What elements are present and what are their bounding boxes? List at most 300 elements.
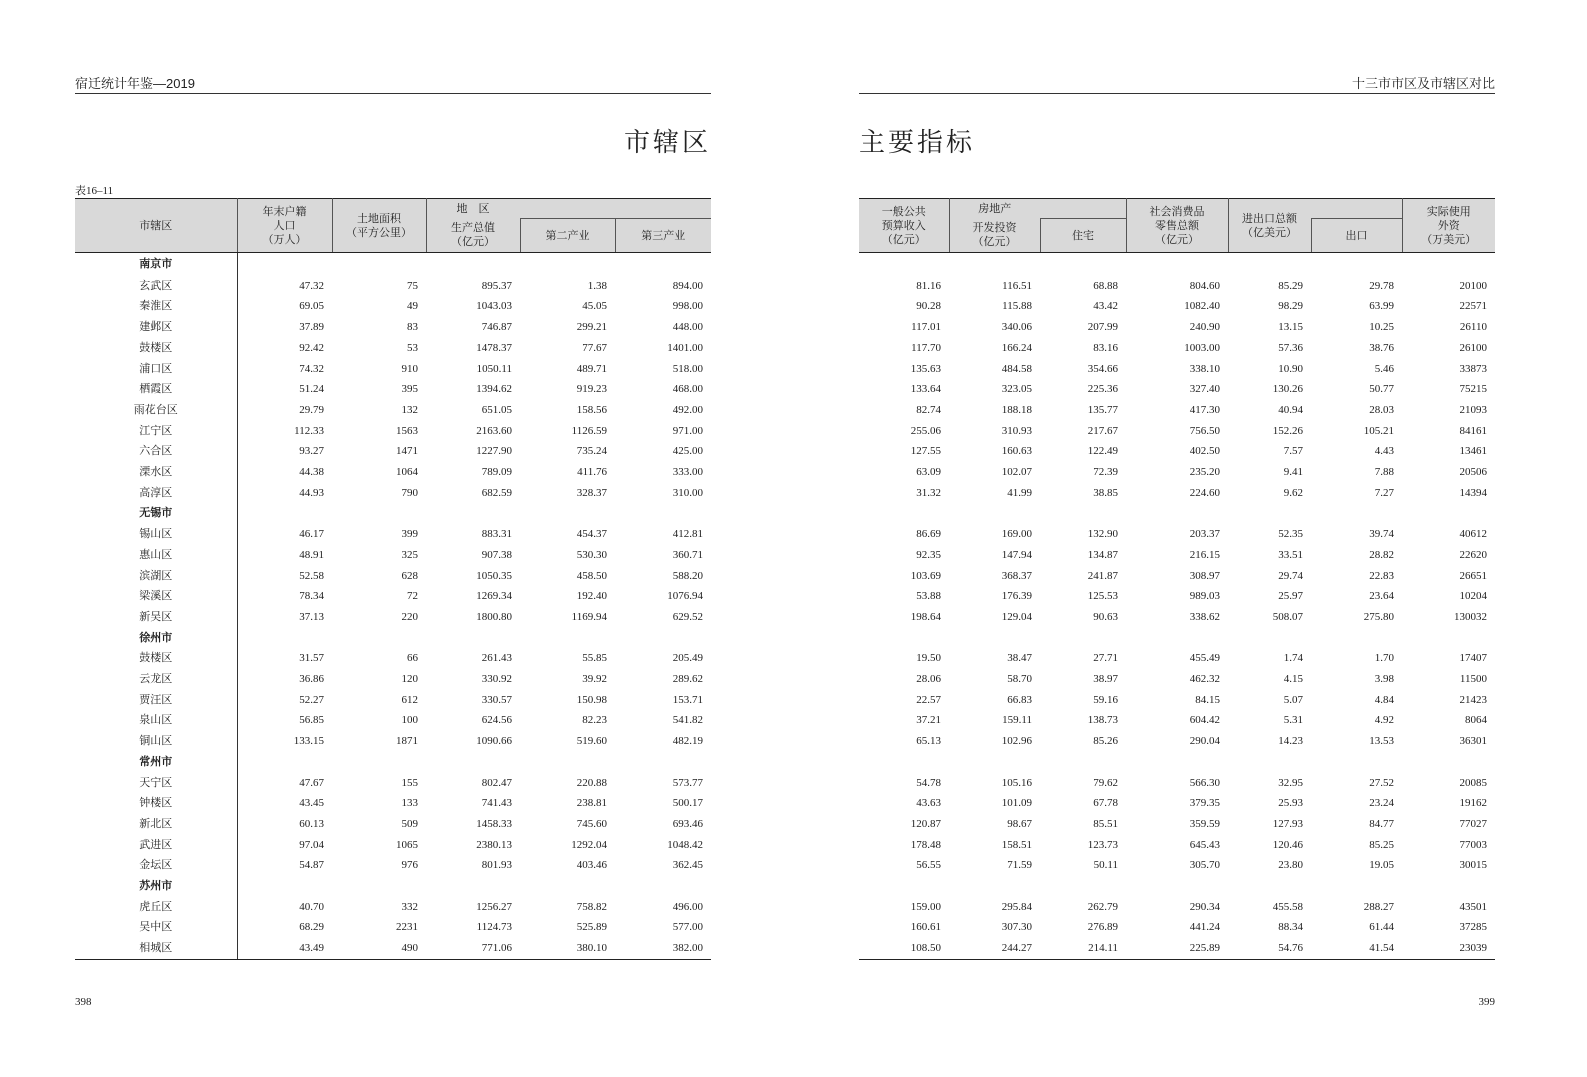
cell: 19.05 [1369,859,1394,872]
cell: 368.37 [1001,569,1032,582]
cell: 169.00 [1001,528,1032,541]
cell: 44.38 [299,466,324,479]
cell: 82.74 [916,403,941,416]
city-row [859,876,1495,897]
table-row [859,276,1495,297]
table-row [75,793,711,814]
cell: 359.59 [1189,817,1220,830]
cell: 541.82 [672,714,703,727]
cell: 68.29 [299,921,324,934]
table-row [75,524,711,545]
cell: 56.85 [299,714,324,727]
table-row [75,566,711,587]
district-name: 云龙区 [75,669,237,690]
cell: 57.36 [1278,341,1303,354]
cell: 340.06 [1001,321,1032,334]
left-page [75,0,711,1077]
table-row [859,400,1495,421]
cell [1311,876,1402,897]
cell: 53 [407,341,418,354]
city-row [859,752,1495,773]
table-row [75,545,711,566]
cell [1228,628,1311,649]
city-row [75,253,711,276]
col-gdp-group: 地 区 [426,199,520,219]
cell: 1800.80 [476,610,512,623]
city-row [859,253,1495,276]
cell: 54.76 [1228,938,1311,959]
table-row [859,690,1495,711]
cell: 328.37 [576,486,607,499]
district-name: 吴中区 [75,917,237,938]
cell: 1003.00 [1184,341,1220,354]
cell: 411.76 [577,466,607,479]
cell: 295.84 [1001,900,1032,913]
cell: 217.67 [1087,424,1118,437]
cell [1402,752,1495,773]
cell: 50.77 [1369,383,1394,396]
cell: 323.05 [1001,383,1032,396]
cell [615,628,711,649]
table-row [75,917,711,938]
cell: 53.88 [916,590,941,603]
col-fdi: 实际使用 外资 （万美元） [1402,199,1495,253]
table-row [75,773,711,794]
cell [237,876,332,897]
cell: 37285 [1459,921,1487,934]
cell: 1082.40 [1184,300,1220,313]
cell: 8064 [1465,714,1487,727]
cell: 454.37 [576,528,607,541]
cell: 84.15 [1195,693,1220,706]
cell: 225.89 [1126,938,1228,959]
cell: 525.89 [576,921,607,934]
cell: 60.13 [299,817,324,830]
cell: 65.13 [916,735,941,748]
cell: 38.76 [1369,341,1394,354]
cell: 14.23 [1278,735,1303,748]
cell: 115.88 [1002,300,1032,313]
cell [859,876,949,897]
cell: 1.74 [1283,652,1303,665]
cell: 46.17 [299,528,324,541]
cell: 97.04 [299,838,324,851]
cell: 43.63 [916,797,941,810]
cell: 25.97 [1278,590,1303,603]
cell: 354.66 [1087,362,1118,375]
table-number: 表16–11 [75,185,114,197]
cell: 29.74 [1278,569,1303,582]
cell: 56.55 [916,859,941,872]
cell [426,503,520,524]
district-name: 金坛区 [75,855,237,876]
table-row [75,379,711,400]
cell: 48.91 [299,548,324,561]
cell: 203.37 [1189,528,1220,541]
cell: 100 [401,714,418,727]
cell [1228,503,1311,524]
cell: 275.80 [1363,610,1394,623]
table-row [75,897,711,918]
cell: 745.60 [576,817,607,830]
col-area: 土地面积 （平方公里） [332,199,426,253]
cell: 54.87 [299,859,324,872]
table-row [859,524,1495,545]
cell: 448.00 [672,321,703,334]
cell: 77003 [1459,838,1487,851]
cell: 1227.90 [476,445,512,458]
cell [1311,503,1402,524]
cell: 804.60 [1189,279,1220,292]
cell: 52.27 [299,693,324,706]
cell: 382.00 [615,938,711,959]
table-row [859,793,1495,814]
table-row [75,814,711,835]
cell [1126,752,1228,773]
cell [332,628,426,649]
cell: 462.32 [1189,673,1220,686]
right-page [859,0,1495,1077]
cell [859,503,949,524]
cell [332,253,426,276]
cell: 1124.73 [476,921,512,934]
cell: 756.50 [1189,424,1220,437]
cell [1126,628,1228,649]
cell: 47.67 [299,776,324,789]
cell: 52.35 [1278,528,1303,541]
book-title: 宿迁统计年鉴—2019 [75,76,195,91]
cell: 30015 [1459,859,1487,872]
cell: 790 [401,486,418,499]
cell: 125.53 [1087,590,1118,603]
cell: 10.25 [1369,321,1394,334]
cell: 1169.94 [571,610,607,623]
cell: 47.32 [299,279,324,292]
cell: 40.94 [1278,403,1303,416]
cell: 307.30 [1001,921,1032,934]
cell [1040,876,1126,897]
cell: 262.79 [1087,900,1118,913]
district-name: 秦淮区 [75,296,237,317]
cell: 216.15 [1189,548,1220,561]
city-name: 无锡市 [75,503,237,524]
district-name: 惠山区 [75,545,237,566]
cell: 85.26 [1093,735,1118,748]
cell: 14394 [1459,486,1487,499]
table-row [859,897,1495,918]
cell: 123.73 [1087,838,1118,851]
cell: 28.06 [916,673,941,686]
cell [1228,752,1311,773]
cell: 132.90 [1087,528,1118,541]
cell [859,253,949,276]
cell: 158.51 [1001,838,1032,851]
cell: 9.41 [1283,466,1303,479]
district-name: 相城区 [75,938,237,959]
cell: 58.70 [1007,673,1032,686]
cell: 22.83 [1369,569,1394,582]
cell: 120 [401,673,418,686]
cell: 7.88 [1374,466,1394,479]
cell: 79.62 [1093,776,1118,789]
cell: 71.59 [1007,859,1032,872]
cell: 455.58 [1272,900,1303,913]
cell: 63.99 [1369,300,1394,313]
cell: 13461 [1459,445,1487,458]
col-realestate: 开发投资 （亿元） [949,219,1040,253]
cell: 98.29 [1278,300,1303,313]
cell: 122.49 [1087,445,1118,458]
cell [615,253,711,276]
cell: 155 [401,776,418,789]
col-tertiary: 第三产业 [615,219,711,253]
cell: 2163.60 [476,424,512,437]
cell: 82.23 [582,714,607,727]
cell: 92.42 [299,341,324,354]
city-name: 常州市 [75,752,237,773]
cell: 29.79 [299,403,324,416]
cell: 325 [401,548,418,561]
page-title-right: 主要指标 [859,128,976,157]
cell: 117.01 [911,321,941,334]
cell: 31.32 [916,486,941,499]
cell: 2231 [396,921,418,934]
cell [949,628,1040,649]
cell: 55.85 [582,652,607,665]
cell [237,503,332,524]
cell [1126,876,1228,897]
cell: 85.51 [1093,817,1118,830]
cell: 72.39 [1093,466,1118,479]
cell [949,876,1040,897]
district-name: 滨湖区 [75,566,237,587]
cell: 468.00 [672,383,703,396]
cell: 588.20 [672,569,703,582]
cell: 26651 [1459,569,1487,582]
cell: 38.85 [1093,486,1118,499]
cell: 160.63 [1001,445,1032,458]
cell: 1478.37 [476,341,512,354]
cell: 651.05 [481,403,512,416]
table-row [75,835,711,856]
cell: 1064 [396,466,418,479]
cell: 3.98 [1374,673,1394,686]
cell: 1269.34 [476,590,512,603]
cell: 458.50 [576,569,607,582]
cell: 52.58 [299,569,324,582]
cell: 17407 [1459,652,1487,665]
col-secondary: 第二产业 [520,219,615,253]
cell: 240.90 [1189,321,1220,334]
cell: 7.27 [1374,486,1394,499]
cell: 225.36 [1087,383,1118,396]
cell: 85.25 [1369,838,1394,851]
cell [1402,628,1495,649]
cell [426,752,520,773]
cell: 105.16 [1001,776,1032,789]
table-row [75,731,711,752]
cell [426,628,520,649]
cell: 530.30 [576,548,607,561]
cell: 403.46 [576,859,607,872]
cell: 628 [401,569,418,582]
table-row [859,586,1495,607]
cell: 21423 [1459,693,1487,706]
cell: 20100 [1459,279,1487,292]
cell: 147.94 [1001,548,1032,561]
cell: 566.30 [1189,776,1220,789]
col-realestate-group: 房地产 [949,199,1040,219]
cell: 40.70 [299,900,324,913]
cell: 75215 [1459,383,1487,396]
cell: 19.50 [916,652,941,665]
table-row [75,359,711,380]
cell [1402,503,1495,524]
cell [520,628,615,649]
cell: 4.84 [1374,693,1394,706]
cell: 117.70 [911,341,941,354]
cell: 976 [401,859,418,872]
cell: 379.35 [1189,797,1220,810]
cell: 130.26 [1272,383,1303,396]
cell: 26100 [1459,341,1487,354]
district-name: 钟楼区 [75,793,237,814]
cell: 28.03 [1369,403,1394,416]
table-row [859,669,1495,690]
cell: 23.24 [1369,797,1394,810]
cell: 1401.00 [667,341,703,354]
cell: 188.18 [1001,403,1032,416]
cell: 23039 [1402,938,1495,959]
table-row [859,607,1495,628]
cell: 1871 [396,735,418,748]
cell: 92.35 [916,548,941,561]
cell: 425.00 [672,445,703,458]
table-row [75,317,711,338]
running-header-left [75,77,711,94]
table-row [859,296,1495,317]
cell: 49 [407,300,418,313]
cell: 50.11 [1093,859,1118,872]
cell: 120.46 [1272,838,1303,851]
cell: 290.34 [1189,900,1220,913]
cell: 496.00 [672,900,703,913]
cell: 244.27 [949,938,1040,959]
cell: 101.09 [1001,797,1032,810]
cell: 10204 [1459,590,1487,603]
table-row [859,731,1495,752]
cell [1311,752,1402,773]
cell: 1458.33 [476,817,512,830]
city-name: 徐州市 [75,628,237,649]
cell: 133 [401,797,418,810]
cell: 83.16 [1093,341,1118,354]
cell: 198.64 [910,610,941,623]
city-row [859,503,1495,524]
table-row [75,607,711,628]
cell: 23.64 [1369,590,1394,603]
cell: 13.15 [1278,321,1303,334]
table-row [75,338,711,359]
city-row [75,503,711,524]
cell: 86.69 [916,528,941,541]
cell: 330.92 [481,673,512,686]
cell: 907.38 [481,548,512,561]
cell: 159.00 [910,900,941,913]
cell: 37.89 [299,321,324,334]
table-row [75,669,711,690]
cell: 612 [401,693,418,706]
cell: 484.58 [1001,362,1032,375]
table-row [75,400,711,421]
cell: 25.93 [1278,797,1303,810]
cell: 72 [407,590,418,603]
cell: 1126.59 [571,424,607,437]
cell: 36.86 [299,673,324,686]
table-row [75,276,711,297]
cell: 2380.13 [476,838,512,851]
cell: 519.60 [576,735,607,748]
cell: 645.43 [1189,838,1220,851]
cell: 39.92 [582,673,607,686]
cell: 327.40 [1189,383,1220,396]
cell: 789.09 [481,466,512,479]
cell: 37.21 [916,714,941,727]
cell: 32.95 [1278,776,1303,789]
cell: 132 [401,403,418,416]
cell [426,876,520,897]
cell: 29.78 [1369,279,1394,292]
cell [237,752,332,773]
district-name: 贾汪区 [75,690,237,711]
cell: 220.88 [576,776,607,789]
cell: 1076.94 [667,590,703,603]
district-name: 浦口区 [75,359,237,380]
cell: 1.38 [587,279,607,292]
cell: 66 [407,652,418,665]
table-row [859,462,1495,483]
cell: 338.62 [1189,610,1220,623]
district-name: 鼓楼区 [75,338,237,359]
col-gdp: 生产总值 （亿元） [426,219,520,253]
cell [520,503,615,524]
cell: 801.93 [481,859,512,872]
chapter-title: 十三市市区及市辖区对比 [1351,76,1495,91]
col-population: 年末户籍 人口 （万人） [237,199,332,253]
cell: 399 [401,528,418,541]
cell [426,253,520,276]
cell: 395 [401,383,418,396]
city-name: 苏州市 [75,876,237,897]
cell: 417.30 [1189,403,1220,416]
table-row [75,648,711,669]
cell: 20085 [1459,776,1487,789]
table-row [75,690,711,711]
cell: 98.67 [1007,817,1032,830]
cell: 90.28 [916,300,941,313]
cell: 27.71 [1093,652,1118,665]
cell: 1.70 [1374,652,1394,665]
cell [1126,253,1228,276]
cell: 305.70 [1189,859,1220,872]
cell: 735.24 [576,445,607,458]
cell: 492.00 [672,403,703,416]
cell: 66.83 [1007,693,1032,706]
cell [1311,253,1402,276]
district-name: 建邺区 [75,317,237,338]
cell: 207.99 [1087,321,1118,334]
cell: 112.33 [294,424,324,437]
